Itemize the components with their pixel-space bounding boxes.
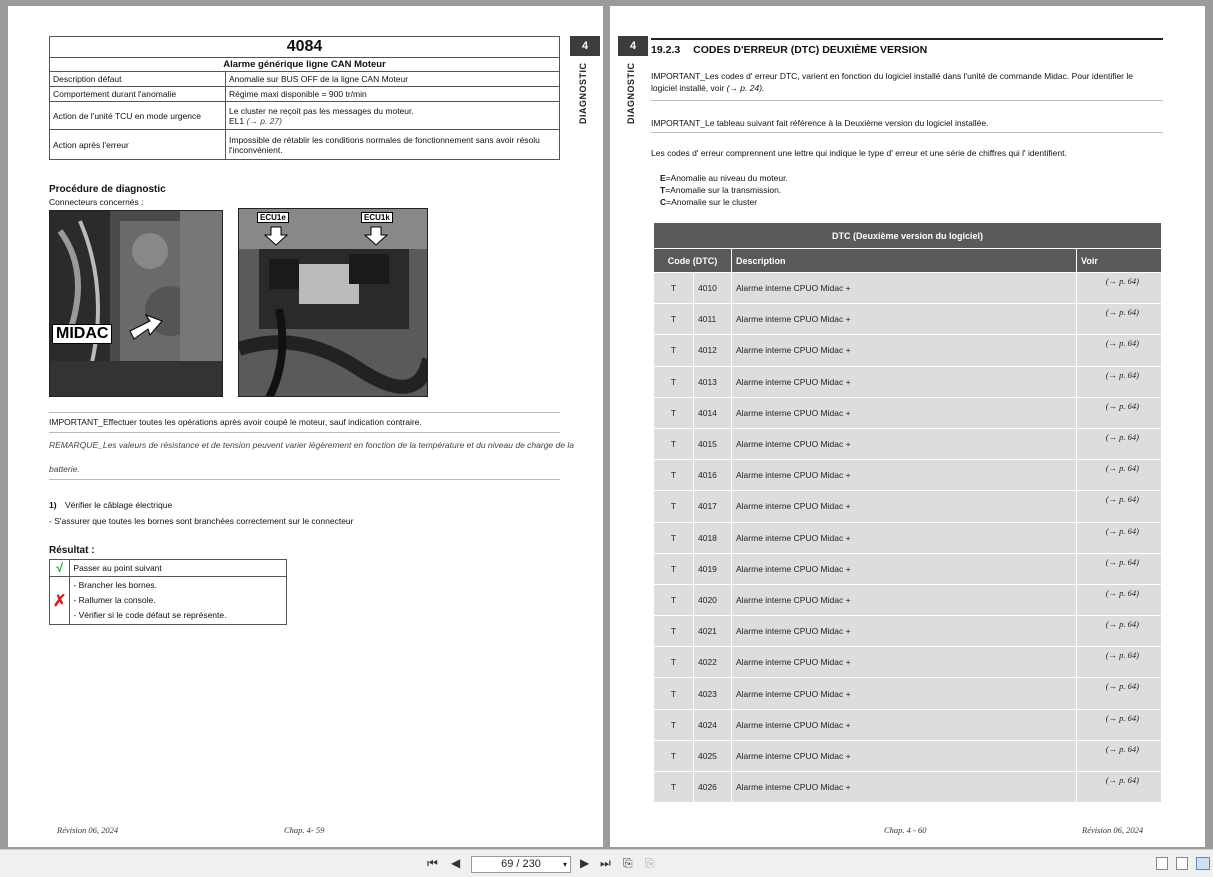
- result-ko-list: [70, 577, 287, 625]
- next-page-icon[interactable]: ▶: [580, 856, 590, 870]
- cell-type: T: [654, 678, 694, 709]
- remarque-note-line1: REMARQUE_Les valeurs de résistance et de tension peuvent varier légèrement en fonction de la température et du niveau de charge de la: [49, 440, 574, 450]
- col-header-code: Code (DTC): [654, 249, 732, 273]
- dtc-codes-table: [653, 222, 1162, 803]
- table-row: [654, 709, 1162, 740]
- table-row: [654, 397, 1162, 428]
- divider: [49, 432, 560, 433]
- col-header-description: Description: [732, 249, 1077, 273]
- ecu1e-label: ECU1e: [257, 212, 289, 223]
- cell-see-link[interactable]: (→ p. 64): [1077, 678, 1162, 709]
- cell-type: T: [654, 553, 694, 584]
- important-note: [49, 417, 422, 427]
- important-note-1: [651, 70, 1163, 94]
- section-number: 19.2.3: [651, 44, 681, 56]
- side-label: DIAGNOSTIC: [626, 62, 636, 124]
- cell-type: T: [654, 273, 694, 304]
- step-title: Vérifier le câblage électrique: [64, 500, 173, 510]
- cell-description: Alarme interne CPUO Midac +: [732, 647, 1077, 678]
- cell-type: T: [654, 522, 694, 553]
- table-row: [654, 740, 1162, 771]
- table-row: [654, 366, 1162, 397]
- cell-description: Alarme interne CPUO Midac +: [732, 678, 1077, 709]
- cell-type: T: [654, 584, 694, 615]
- cell-code: 4014: [694, 397, 732, 428]
- result-title: Résultat :: [49, 545, 95, 556]
- dtc-code: 4084: [50, 37, 560, 58]
- cell-description: Alarme interne CPUO Midac +: [732, 709, 1077, 740]
- codes-body: [654, 273, 1162, 803]
- cell-description: Alarme interne CPUO Midac +: [732, 553, 1077, 584]
- result-ko-item: - Brancher les bornes.: [73, 580, 158, 590]
- table-row: [654, 553, 1162, 584]
- result-ko-item: - Rallumer la console.: [73, 595, 156, 605]
- table-row: [654, 584, 1162, 615]
- table-row: [654, 647, 1162, 678]
- last-page-icon[interactable]: ⏭: [600, 856, 611, 870]
- navigation-toolbar: [0, 849, 1213, 877]
- cell-code: 4013: [694, 366, 732, 397]
- cell-see-link[interactable]: (→ p. 64): [1077, 616, 1162, 647]
- cell-see-link[interactable]: (→ p. 64): [1077, 584, 1162, 615]
- page-ref-link[interactable]: (→ p. 27): [246, 115, 282, 126]
- row-label: Action après l'erreur: [50, 130, 226, 160]
- cell-type: T: [654, 709, 694, 740]
- cell-see-link[interactable]: (→ p. 64): [1077, 522, 1162, 553]
- midac-photo: [49, 210, 223, 397]
- legend-text: =Anomalie sur la transmission.: [665, 185, 782, 195]
- legend-key: C: [660, 197, 667, 207]
- cell-see-link[interactable]: (→ p. 64): [1077, 647, 1162, 678]
- cell-see-link[interactable]: (→ p. 64): [1077, 428, 1162, 459]
- cell-type: T: [654, 491, 694, 522]
- cell-description: Alarme interne CPUO Midac +: [732, 428, 1077, 459]
- legend-item: [660, 172, 788, 184]
- legend-key: T: [660, 185, 666, 195]
- table-row: [654, 428, 1162, 459]
- dtc-title: Alarme générique ligne CAN Moteur: [50, 58, 560, 72]
- row-value-group: [226, 102, 560, 130]
- cell-see-link[interactable]: (→ p. 64): [1077, 273, 1162, 304]
- cell-see-link[interactable]: (→ p. 64): [1077, 460, 1162, 491]
- page-number-input[interactable]: [471, 856, 571, 873]
- prev-page-icon[interactable]: ◀: [451, 856, 461, 870]
- cell-description: Alarme interne CPUO Midac +: [732, 584, 1077, 615]
- table-row: [654, 304, 1162, 335]
- cell-description: Alarme interne CPUO Midac +: [732, 304, 1077, 335]
- table-title: DTC (Deuxième version du logiciel): [654, 223, 1162, 249]
- side-label: DIAGNOSTIC: [578, 62, 588, 124]
- divider: [49, 479, 560, 480]
- result-ok-text: Passer au point suivant: [70, 560, 287, 577]
- cell-type: T: [654, 616, 694, 647]
- row-label: Comportement durant l'anomalie: [50, 87, 226, 102]
- cell-type: T: [654, 740, 694, 771]
- first-page-icon[interactable]: ⏮: [427, 856, 438, 870]
- cell-type: T: [654, 428, 694, 459]
- step-detail: - S'assurer que toutes les bornes sont branchées correctement sur le connecteur: [49, 516, 354, 526]
- important-note-1-line2-text: logiciel installé, voir: [651, 83, 727, 93]
- cell-description: Alarme interne CPUO Midac +: [732, 273, 1077, 304]
- section-title: [651, 38, 1163, 56]
- cell-code: 4025: [694, 740, 732, 771]
- procedure-subtitle: Connecteurs concernés :: [49, 197, 144, 207]
- cell-description: Alarme interne CPUO Midac +: [732, 397, 1077, 428]
- dtc-info-table: [49, 36, 560, 160]
- table-row: [654, 678, 1162, 709]
- cell-type: T: [654, 304, 694, 335]
- divider: [651, 132, 1163, 133]
- page-ref-link[interactable]: (→ p. 24).: [726, 83, 765, 93]
- procedure-title: Procédure de diagnostic: [49, 184, 166, 195]
- section-title-text: CODES D'ERREUR (DTC) DEUXIÈME VERSION: [693, 44, 928, 56]
- cell-description: Alarme interne CPUO Midac +: [732, 460, 1077, 491]
- cell-description: Alarme interne CPUO Midac +: [732, 366, 1077, 397]
- important-note-1-line2: [651, 82, 1163, 94]
- cell-description: Alarme interne CPUO Midac +: [732, 740, 1077, 771]
- table-row: [654, 772, 1162, 803]
- cell-type: T: [654, 647, 694, 678]
- cell-type: T: [654, 460, 694, 491]
- col-header-see: Voir: [1077, 249, 1162, 273]
- divider: [651, 100, 1163, 101]
- footer-revision: Révision 06, 2024: [57, 825, 119, 835]
- footer-page: Chap. 4- 59: [284, 825, 325, 835]
- intro-text: Les codes d' erreur comprennent une lettre qui indique le type d' erreur et une série de chiffres qui l' identifient.: [651, 148, 1067, 158]
- row-label: Action de l'unité TCU en mode urgence: [50, 102, 226, 130]
- page-right: [610, 6, 1205, 847]
- result-table: [49, 559, 287, 625]
- legend-text: =Anomalie au niveau du moteur.: [665, 173, 788, 183]
- result-ko-item: - Vérifier si le code défaut se représente.: [73, 610, 227, 620]
- chevron-down-icon[interactable]: ▾: [562, 860, 567, 869]
- ecu-photo-image: [239, 209, 428, 397]
- cell-see-link[interactable]: (→ p. 64): [1077, 366, 1162, 397]
- table-row: [654, 491, 1162, 522]
- cross-icon: ✗: [50, 577, 70, 625]
- cell-see-link[interactable]: (→ p. 64): [1077, 335, 1162, 366]
- table-row: [654, 616, 1162, 647]
- cell-see-link[interactable]: (→ p. 64): [1077, 772, 1162, 803]
- cell-see-link[interactable]: (→ p. 64): [1077, 553, 1162, 584]
- ecu1k-label: ECU1k: [361, 212, 393, 223]
- check-icon: √: [50, 560, 70, 577]
- table-row: [654, 460, 1162, 491]
- cell-description: Alarme interne CPUO Midac +: [732, 491, 1077, 522]
- cell-see-link[interactable]: (→ p. 64): [1077, 709, 1162, 740]
- legend-key: E: [660, 173, 666, 183]
- type-legend: [660, 172, 788, 208]
- cell-code: 4019: [694, 553, 732, 584]
- cell-code: 4017: [694, 491, 732, 522]
- step-number: 1): [49, 500, 57, 510]
- cell-type: T: [654, 397, 694, 428]
- chapter-tab: 4: [618, 36, 648, 56]
- chapter-tab: 4: [570, 36, 600, 56]
- cell-see-link[interactable]: (→ p. 64): [1077, 304, 1162, 335]
- cell-code: 4011: [694, 304, 732, 335]
- table-row: [654, 273, 1162, 304]
- legend-item: [660, 196, 788, 208]
- cell-description: Alarme interne CPUO Midac +: [732, 616, 1077, 647]
- cell-see-link[interactable]: (→ p. 64): [1077, 491, 1162, 522]
- step-1: [49, 500, 172, 510]
- important-note-1-line1: IMPORTANT_Les codes d' erreur DTC, varient en fonction du logiciel installé dans l'unité de commande Midac. Pour identifier le: [651, 71, 1133, 81]
- cell-code: 4021: [694, 616, 732, 647]
- row-value: Le cluster ne reçoit pas les messages du moteur.: [229, 105, 414, 116]
- cell-code: 4015: [694, 428, 732, 459]
- continuous-view-icon[interactable]: [1176, 857, 1188, 870]
- cell-description: Alarme interne CPUO Midac +: [732, 335, 1077, 366]
- midac-photo-image: [50, 211, 223, 397]
- cell-code: 4010: [694, 273, 732, 304]
- remarque-note-line2: batterie.: [49, 464, 80, 474]
- cell-type: T: [654, 772, 694, 803]
- important-note-text: IMPORTANT_Effectuer toutes les opérations après avoir coupé le moteur, sauf indication contraire.: [49, 417, 422, 427]
- midac-label: MIDAC: [52, 324, 112, 344]
- table-row: [654, 522, 1162, 553]
- footer-page: Chap. 4 - 60: [884, 825, 927, 835]
- cell-see-link[interactable]: (→ p. 64): [1077, 740, 1162, 771]
- cell-type: T: [654, 366, 694, 397]
- legend-text: =Anomalie sur le cluster: [666, 197, 758, 207]
- page-indicator: 69 / 230: [501, 858, 541, 870]
- row-value-2: [229, 116, 556, 126]
- paste-page-icon[interactable]: ⎘: [645, 856, 655, 870]
- important-note-2: IMPORTANT_Le tableau suivant fait référence à la Deuxième version du logiciel installée.: [651, 118, 989, 128]
- legend-item: [660, 184, 788, 196]
- cell-see-link[interactable]: (→ p. 64): [1077, 397, 1162, 428]
- copy-page-icon[interactable]: ⎘: [623, 856, 633, 870]
- row-label: Description défaut: [50, 72, 226, 87]
- cell-code: 4016: [694, 460, 732, 491]
- cell-code: 4020: [694, 584, 732, 615]
- table-row: [654, 335, 1162, 366]
- footer-revision: Révision 06, 2024: [1082, 825, 1144, 835]
- two-page-view-icon[interactable]: [1196, 857, 1210, 870]
- row-value: Anomalie sur BUS OFF de la ligne CAN Moteur: [226, 72, 560, 87]
- cell-type: T: [654, 335, 694, 366]
- row-value: Régime maxi disponible = 900 tr/min: [226, 87, 560, 102]
- ecu-photo: [238, 208, 428, 397]
- cell-description: Alarme interne CPUO Midac +: [732, 772, 1077, 803]
- cell-code: 4026: [694, 772, 732, 803]
- cell-code: 4012: [694, 335, 732, 366]
- page-left: [8, 6, 603, 847]
- cell-code: 4018: [694, 522, 732, 553]
- row-value-2-text: EL1: [229, 115, 247, 126]
- cell-code: 4022: [694, 647, 732, 678]
- single-page-view-icon[interactable]: [1156, 857, 1168, 870]
- cell-code: 4023: [694, 678, 732, 709]
- divider: [49, 412, 560, 413]
- cell-description: Alarme interne CPUO Midac +: [732, 522, 1077, 553]
- cell-code: 4024: [694, 709, 732, 740]
- row-value: Impossible de rétablir les conditions normales de fonctionnement sans avoir résolu l'inconvénient.: [226, 130, 560, 160]
